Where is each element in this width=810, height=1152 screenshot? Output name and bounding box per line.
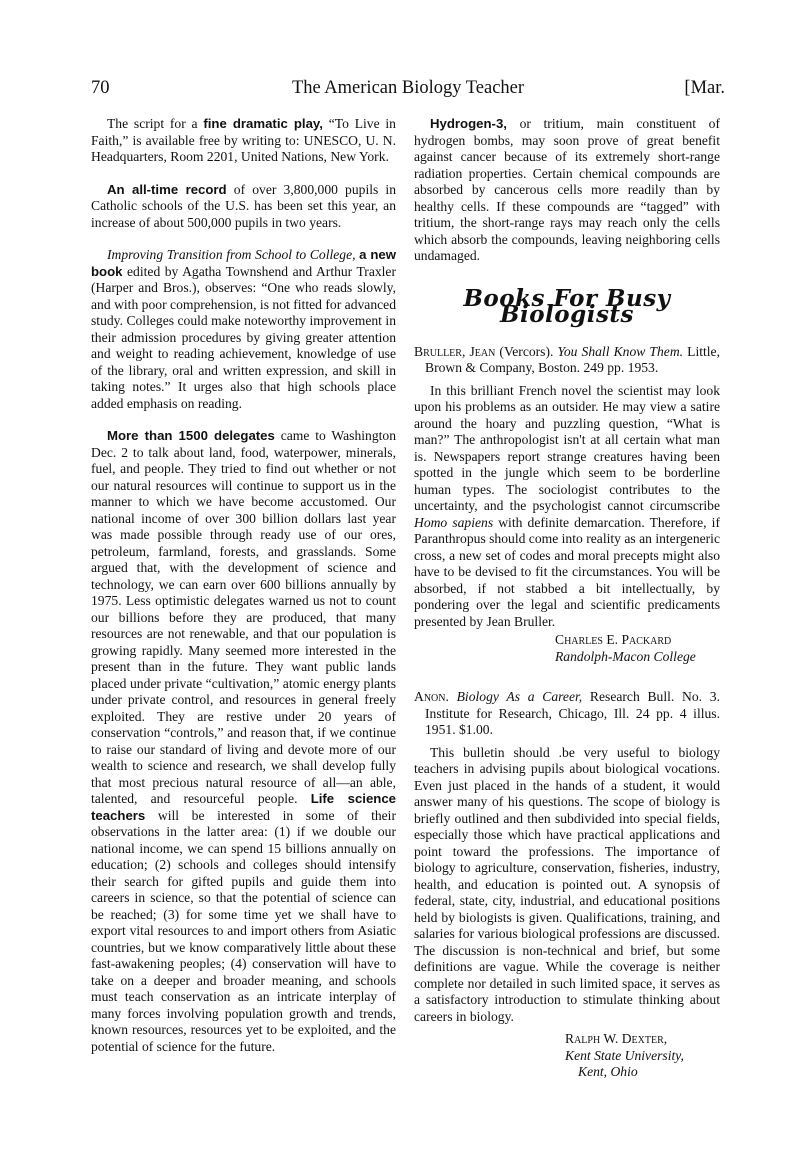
news-item-hydrogen bbox=[414, 116, 720, 265]
journal-title: The American Biology Teacher bbox=[291, 78, 525, 98]
text-run: came to Washington Dec. 2 to talk about land, food, waterpower, minerals, fuel, and people. They tried to find out whether or not our natural resources will continue to support us in the manner to which we have become accustomed. Our national income of over 300 billion dollars last year was made possible through ready use of our ores, petroleum, farmland, forests, and grasslands. Some argued that, with the development of science and technology, we can earn over 600 billions annually by 1975. Less optimistic delegates warned us not to count our billions before they are produced, that many resources are not renewable, and that our population is growing rapidly. Many seemed more interested in the present than in the future. They want public lands placed under private “cultivation,” atomic energy plants under private control, and resources in general freely exploited. They are restive under 20 years of conservation “controls,” and reason that, if we continue to raise our standard of living and devote more of our wealth to science and research, we shall develop fully that most precious natural resource of all—an able, talented, and resourceful people. bbox=[91, 428, 396, 806]
reviewer-name: Ralph W. Dexter, bbox=[565, 1031, 668, 1046]
reviewer-affiliation: Kent State University, bbox=[565, 1047, 684, 1063]
left-column bbox=[91, 116, 396, 1055]
text-run: edited by Agatha Townshend and Arthur Traxler (Harper and Bros.), observes: “One who reads slowly, and with poor comprehension, is not fitted for advanced study. Colleges could make noteworthy improvement in their admission procedures by giving greater attention and weight to reading achievement, knowledge of use of the library, oral and written expression, and skill in taking notes.” It urges also that high schools place added emphasis on reading. bbox=[91, 263, 396, 411]
lead-phrase: a new book bbox=[91, 247, 396, 279]
review-body: This bulletin should .be very useful to biology teachers in advising pupils about biological vocations. Even just placed in the hands of a student, it would answer many of his questions. The scope of biology is briefly outlined and then subdivided into special fields, especially those which have practical applications and point toward the professions. The importance of biology to agriculture, conservation, fisheries, industry, health, and education is pointed out. A synopsis of federal, state, city, industrial, and educational positions held by biologists is given. Qualifications, training, and salaries for various biological professions are discussed. The discussion is non-technical and brief, but some definitions are vague. While the coverage is neither complete nor detailed in such limited space, it serves as a satisfactory introduction to stimulate thinking about careers in biology. bbox=[414, 744, 720, 1024]
reviewer-name: Charles E. Packard bbox=[555, 632, 672, 647]
text-run: will be interested in some of their observations in the latter area: (1) if we double our national income, we can spend 15 billions annually on education; (2) schools and colleges should intensify their search for gifted pupils and guide them into careers in science, so that the potential of science can be reached; (3) for some time yet we shall have to export vital resources to and import others from Asiatic countries, but we know comparatively little about these fast-awakening peoples; (4) conservation will have to take on a deeper and broader meaning, and schools must teach conservation as an intricate interplay of many forces involving population growth and trends, known resources, resources yet to be exploited, and the potential of science for the future. bbox=[91, 807, 396, 1054]
text-run: (Vercors). bbox=[495, 343, 558, 359]
lead-phrase: An all-time record bbox=[107, 181, 227, 197]
reviewer-affiliation: Randolph-Macon College bbox=[555, 648, 696, 664]
book-title: You Shall Know Them. bbox=[557, 343, 684, 359]
text-run: The script for a bbox=[107, 116, 204, 131]
review-body bbox=[414, 383, 720, 631]
review-author: Anon. bbox=[414, 689, 449, 704]
text-run: of over 3,800,000 pupils in Catholic schools of the U.S. has been set this year, an increase of about 500,000 pupils in two years. bbox=[91, 181, 397, 230]
issue-month: [Mar. bbox=[684, 78, 725, 98]
lead-phrase: fine dramatic play, bbox=[203, 116, 323, 131]
publisher-info: Research Bull. No. 3. Institute for Research, Chicago, Ill. 24 pp. 4 illus. 1951. $1.00. bbox=[425, 689, 720, 737]
page-number: 70 bbox=[91, 78, 110, 98]
reviewer-location: Kent, Ohio bbox=[578, 1064, 638, 1079]
text-run: In this brilliant French novel the scientist may look upon his problems as an outsider. He may view a satire around the hoary and puzzling question, “What is man?” The anthropologist isn't at all certain what man is. Newspapers report strange creatures having been spotted in the jungle which seem to be borderline human types. The sociologist contributes to the uncertainty, and the psychologist cannot circumscribe bbox=[414, 382, 720, 513]
text-run: with definite demarcation. Therefore, if Paranthropus should come into reality as an intergeneric cross, a new set of codes and moral precepts might also have to be devised to fit the circumstances. You will be absorbed, if not stabbed a bit intellectually, by pondering over the legal and scientific predicaments presented by Jean Bruller. bbox=[414, 514, 720, 629]
species-name: Homo sapiens bbox=[414, 514, 494, 530]
news-item-book bbox=[91, 247, 396, 412]
review-author: Bruller, Jean bbox=[414, 343, 496, 359]
news-item-play bbox=[91, 116, 396, 166]
news-item-delegates bbox=[91, 428, 396, 1055]
lead-phrase: Life science teachers bbox=[91, 791, 397, 823]
book-title: Biology As a Career, bbox=[448, 689, 583, 704]
reviewer-signature bbox=[565, 1031, 720, 1081]
section-title: Books For Busy Biologists bbox=[463, 284, 671, 328]
review-citation bbox=[414, 689, 720, 739]
news-item-record bbox=[91, 182, 396, 232]
reviewer-signature bbox=[555, 632, 720, 665]
lead-phrase: More than 1500 delegates bbox=[107, 428, 275, 443]
review-citation bbox=[414, 344, 720, 377]
text-run: “To Live in Faith,” is available free by writing to: UNESCO, U. N. Headquarters, Room 2201, United Nations, New York. bbox=[91, 116, 396, 164]
right-column bbox=[414, 116, 720, 1081]
book-title: Improving Transition from School to College, bbox=[107, 247, 356, 262]
lead-phrase: Hydrogen-3, bbox=[430, 116, 507, 131]
publisher-info: Little, Brown & Company, Boston. 249 pp. 1953. bbox=[425, 343, 720, 375]
page-header bbox=[91, 78, 725, 102]
text-run: or tritium, main constituent of hydrogen bombs, may soon prove of great benefit against cancer because of its extremely short-range radiation properties. Certain chemical compounds are absorbed by cancerous cells more readily than by healthy cells. If these compounds are “tagged” with tritium, the short-range rays may reach only the cells which absorb the compounds, leaving neighboring cells undamaged. bbox=[414, 116, 720, 263]
